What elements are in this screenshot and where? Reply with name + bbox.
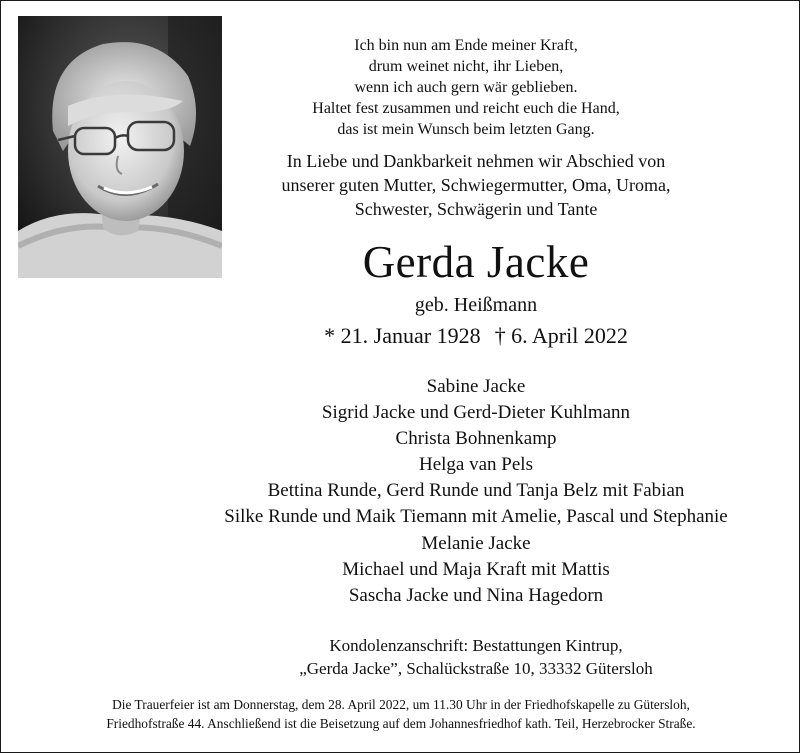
- poem-line: Haltet fest zusammen und reicht euch die Hand,: [312, 100, 620, 117]
- mourner-entry: Helga van Pels: [419, 454, 533, 476]
- poem-line: Ich bin nun am Ende meiner Kraft,: [354, 37, 578, 54]
- portrait-photo: [18, 16, 222, 278]
- life-dates: [251, 321, 701, 351]
- mourner-entry: Bettina Runde, Gerd Runde und Tanja Belz mit Fabian: [267, 480, 685, 502]
- poem-line: drum weinet nicht, ihr Lieben,: [368, 58, 564, 75]
- mourners-list: [151, 374, 800, 609]
- maiden-name: geb. Heißmann: [414, 294, 538, 316]
- deceased-name: Gerda Jacke: [362, 237, 590, 287]
- mourner-entry: Silke Runde und Maik Tiemann mit Amelie, Pascal und Stephanie: [224, 506, 728, 528]
- mourner-entry: Christa Bohnenkamp: [395, 428, 557, 450]
- mourner-entry: Sascha Jacke und Nina Hagedorn: [348, 584, 604, 606]
- intro-line: unserer guten Mutter, Schwiegermutter, Oma, Uroma,: [281, 175, 671, 195]
- mourner-entry: Melanie Jacke: [421, 532, 531, 554]
- portrait-illustration: [18, 16, 222, 278]
- death-date: † 6. April 2022: [494, 323, 628, 348]
- intro-line: Schwester, Schwägerin und Tante: [354, 199, 598, 219]
- funeral-line: Friedhofstraße 44. Anschließend ist die Beisetzung auf dem Johannesfriedhof kath. Teil, Herzebrocker Straße.: [106, 716, 696, 731]
- mourner-entry: Sabine Jacke: [426, 376, 526, 397]
- intro-line: In Liebe und Dankbarkeit nehmen wir Abschied von: [286, 151, 666, 171]
- funeral-line: Die Trauerfeier ist am Donnerstag, dem 28. April 2022, um 11.30 Uhr in der Friedhofskapelle zu Gütersloh,: [112, 697, 690, 712]
- funeral-details: [11, 695, 791, 733]
- condolence-line: „Gerda Jacke”, Schalückstraße 10, 33332 Gütersloh: [299, 659, 653, 678]
- condolence-address: [216, 634, 736, 680]
- poem-line: wenn ich auch gern wär geblieben.: [354, 79, 578, 96]
- poem-line: das ist mein Wunsch beim letzten Gang.: [337, 121, 595, 138]
- poem: [256, 35, 676, 140]
- birth-date: * 21. Januar 1928: [324, 323, 481, 348]
- mourner-entry: Sigrid Jacke und Gerd-Dieter Kuhlmann: [321, 402, 631, 424]
- mourner-entry: Michael und Maja Kraft mit Mattis: [342, 558, 610, 580]
- condolence-line: Kondolenzanschrift: Bestattungen Kintrup,: [329, 636, 623, 655]
- farewell-intro: [216, 149, 736, 221]
